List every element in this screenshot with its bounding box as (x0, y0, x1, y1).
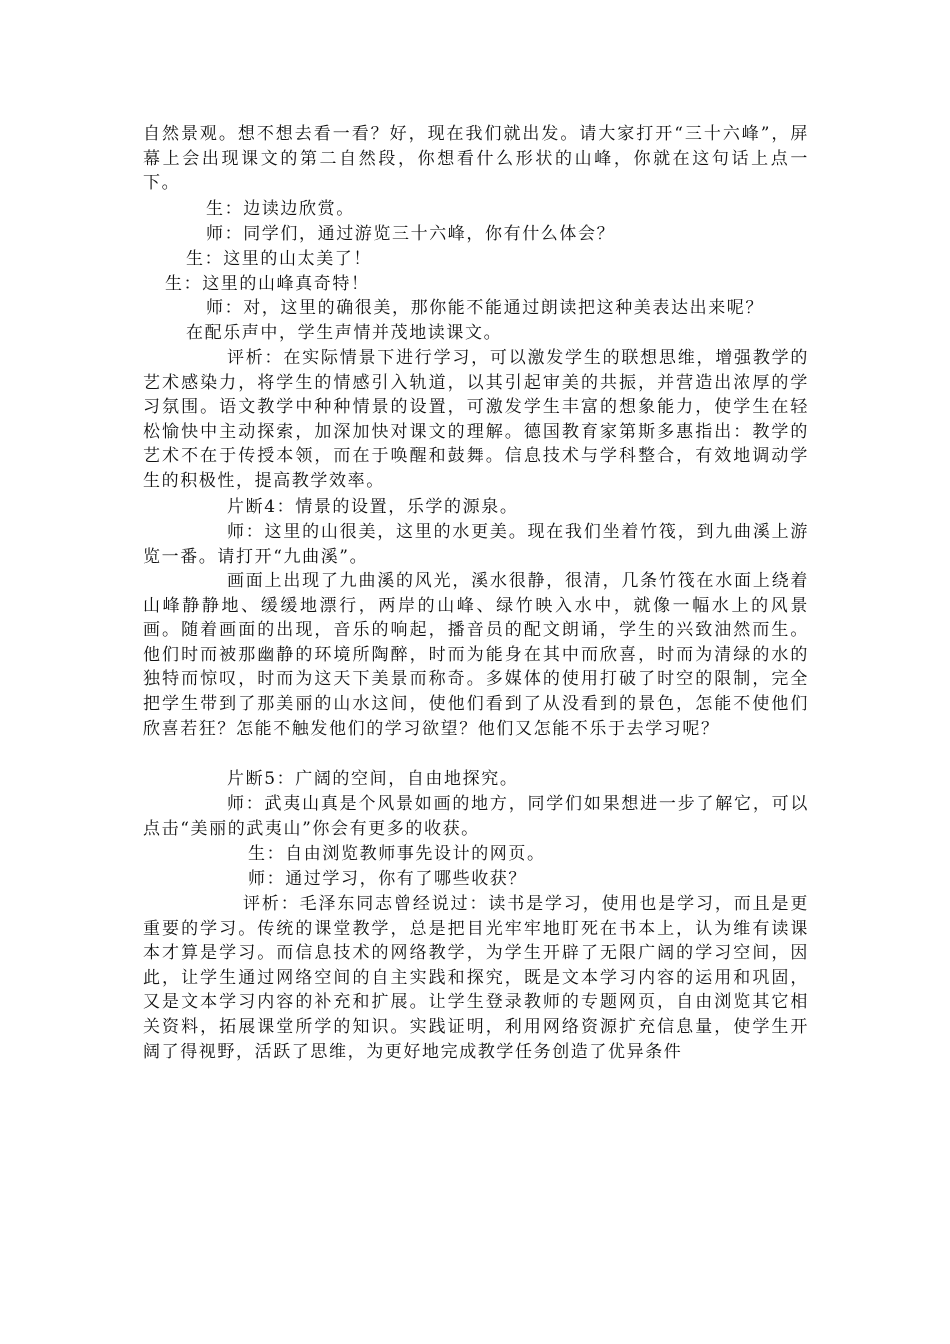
paragraph-student-answer-2: 生：这里的山峰真奇特！ (165, 274, 370, 294)
paragraph-stream-description: 画面上出现了九曲溪的风光，溪水很静，很清，几条竹筏在水面上绕着山峰静静地、缓缓地漂行，两岸的山峰、绿竹映入水中，就像一幅水上的风景画。随着画面的出现，音乐的响起，播音员的配文朗诵，学生的兴致油然而生。他们时而被那幽静的环境所陶醉，时而为能身在其中而欣喜，时而为清绿的水的独特而惊叹，时而为这天下美景而称奇。多媒体的使用打破了时空的限制，完全把学生带到了那美丽的山水这间，使他们看到了从没看到的景色，怎能不使他们欣喜若狂？怎能不触发他们的学习欲望？他们又怎能不乐于去学习呢？ (143, 571, 809, 739)
section-heading-fragment-5: 片断5：广阔的空间，自由地探究。 (227, 769, 519, 789)
paragraph-teacher-stream: 师：这里的山很美，这里的水更美。现在我们坐着竹筏，到九曲溪上游览一番。请打开“九曲溪”。 (143, 522, 809, 567)
paragraph-student-reading: 生：边读边欣赏。 (206, 199, 355, 219)
paragraph-music-reading: 在配乐声中，学生声情并茂地读课文。 (186, 323, 503, 343)
paragraph-teacher-harvest: 师：通过学习，你有了哪些收获？ (248, 869, 527, 889)
paragraph-student-browse: 生：自由浏览教师事先设计的网页。 (248, 844, 546, 864)
paragraph-teacher-wuyi: 师：武夷山真是个风景如画的地方，同学们如果想进一步了解它，可以点击“美丽的武夷山”你会有更多的收获。 (143, 794, 809, 839)
paragraph-scenery-intro: 自然景观。想不想去看一看？好，现在我们就出发。请大家打开“三十六峰”，屏幕上会出现课文的第二自然段，你想看什么形状的山峰，你就在这句话上点一下。 (143, 124, 809, 194)
paragraph-student-answer-1: 生：这里的山太美了！ (186, 249, 372, 269)
section-heading-fragment-4: 片断4：情景的设置，乐学的源泉。 (227, 497, 519, 517)
paragraph-teacher-reading-prompt: 师：对，这里的确很美，那你能不能通过朗读把这种美表达出来呢？ (206, 298, 764, 318)
paragraph-teacher-question: 师：同学们，通过游览三十六峰，你有什么体会？ (206, 224, 616, 244)
paragraph-commentary-1: 评析：在实际情景下进行学习，可以激发学生的联想思维，增强教学的艺术感染力，将学生的情感引入轨道，以其引起审美的共振，并营造出浓厚的学习氛围。语文教学中种种情景的设置，可激发学生丰富的想象能力，使学生在轻松愉快中主动探索，加深加快对课文的理解。德国教育家第斯多惠指出：教学的艺术不在于传授本领，而在于唤醒和鼓舞。信息技术与学科整合，有效地调动学生的积极性，提高教学效率。 (143, 348, 809, 491)
paragraph-commentary-2: 评析：毛泽东同志曾经说过：读书是学习，使用也是学习，而且是更重要的学习。传统的课堂教学，总是把目光牢牢地盯死在书本上，认为维有读课本才算是学习。而信息技术的网络教学，为学生开辟了无限广阔的学习空间，因此，让学生通过网络空间的自主实践和探究，既是文本学习内容的运用和巩固，又是文本学习内容的补充和扩展。让学生登录教师的专题网页，自由浏览其它相关资料，拓展课堂所学的知识。实践证明，利用网络资源扩充信息量，使学生开阔了得视野，活跃了思维，为更好地完成教学任务创造了优异条件 (143, 894, 809, 1062)
